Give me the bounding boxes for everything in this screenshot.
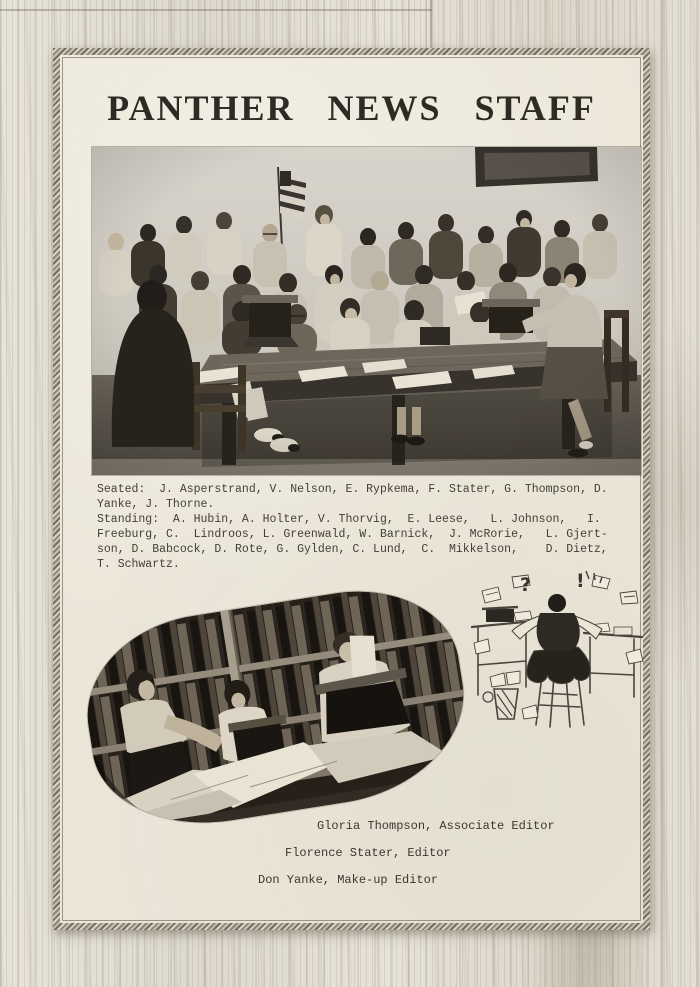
credit-makeup-editor: Don Yanke, Make-up Editor [258, 873, 439, 887]
editor-cartoon [468, 569, 646, 731]
caption-line: son, D. Babcock, D. Rote, G. Gylden, C. Lund, C. Mikkelson, D. Dietz, [97, 543, 608, 556]
photo-vignette [92, 147, 641, 475]
group-photo [92, 147, 641, 475]
caption-line: Freeburg, C. Lindroos, L. Greenwald, W. Barnick, J. McRorie, L. Gjert- [97, 528, 608, 541]
yearbook-page [53, 48, 650, 930]
editor-cartoon-illustration [468, 569, 646, 731]
svg-text:!: ! [576, 570, 585, 592]
svg-text:?: ? [520, 574, 532, 596]
wood-seam [430, 0, 432, 52]
photo-caption [97, 482, 637, 572]
credit-editor: Florence Stater, Editor [285, 846, 451, 860]
caption-line: Seated: J. Asperstrand, V. Nelson, E. Rypkema, F. Stater, G. Thompson, D. [97, 483, 608, 496]
group-photo-illustration [92, 147, 641, 475]
editors-photo [74, 576, 478, 840]
editors-photo-illustration [74, 576, 478, 840]
wood-seam [0, 9, 432, 11]
caption-line: Yanke, J. Thorne. [97, 498, 215, 511]
caption-line: Standing: A. Hubin, A. Holter, V. Thorvig, E. Leese, L. Johnson, I. [97, 513, 601, 526]
wood-seam [661, 0, 663, 987]
credit-associate-editor: Gloria Thompson, Associate Editor [317, 819, 555, 833]
credits-block [258, 813, 555, 894]
caption-line: T. Schwartz. [97, 558, 180, 571]
page-title: PANTHER NEWS STAFF [107, 88, 596, 128]
cartoon-punctuation-marks [520, 570, 602, 596]
